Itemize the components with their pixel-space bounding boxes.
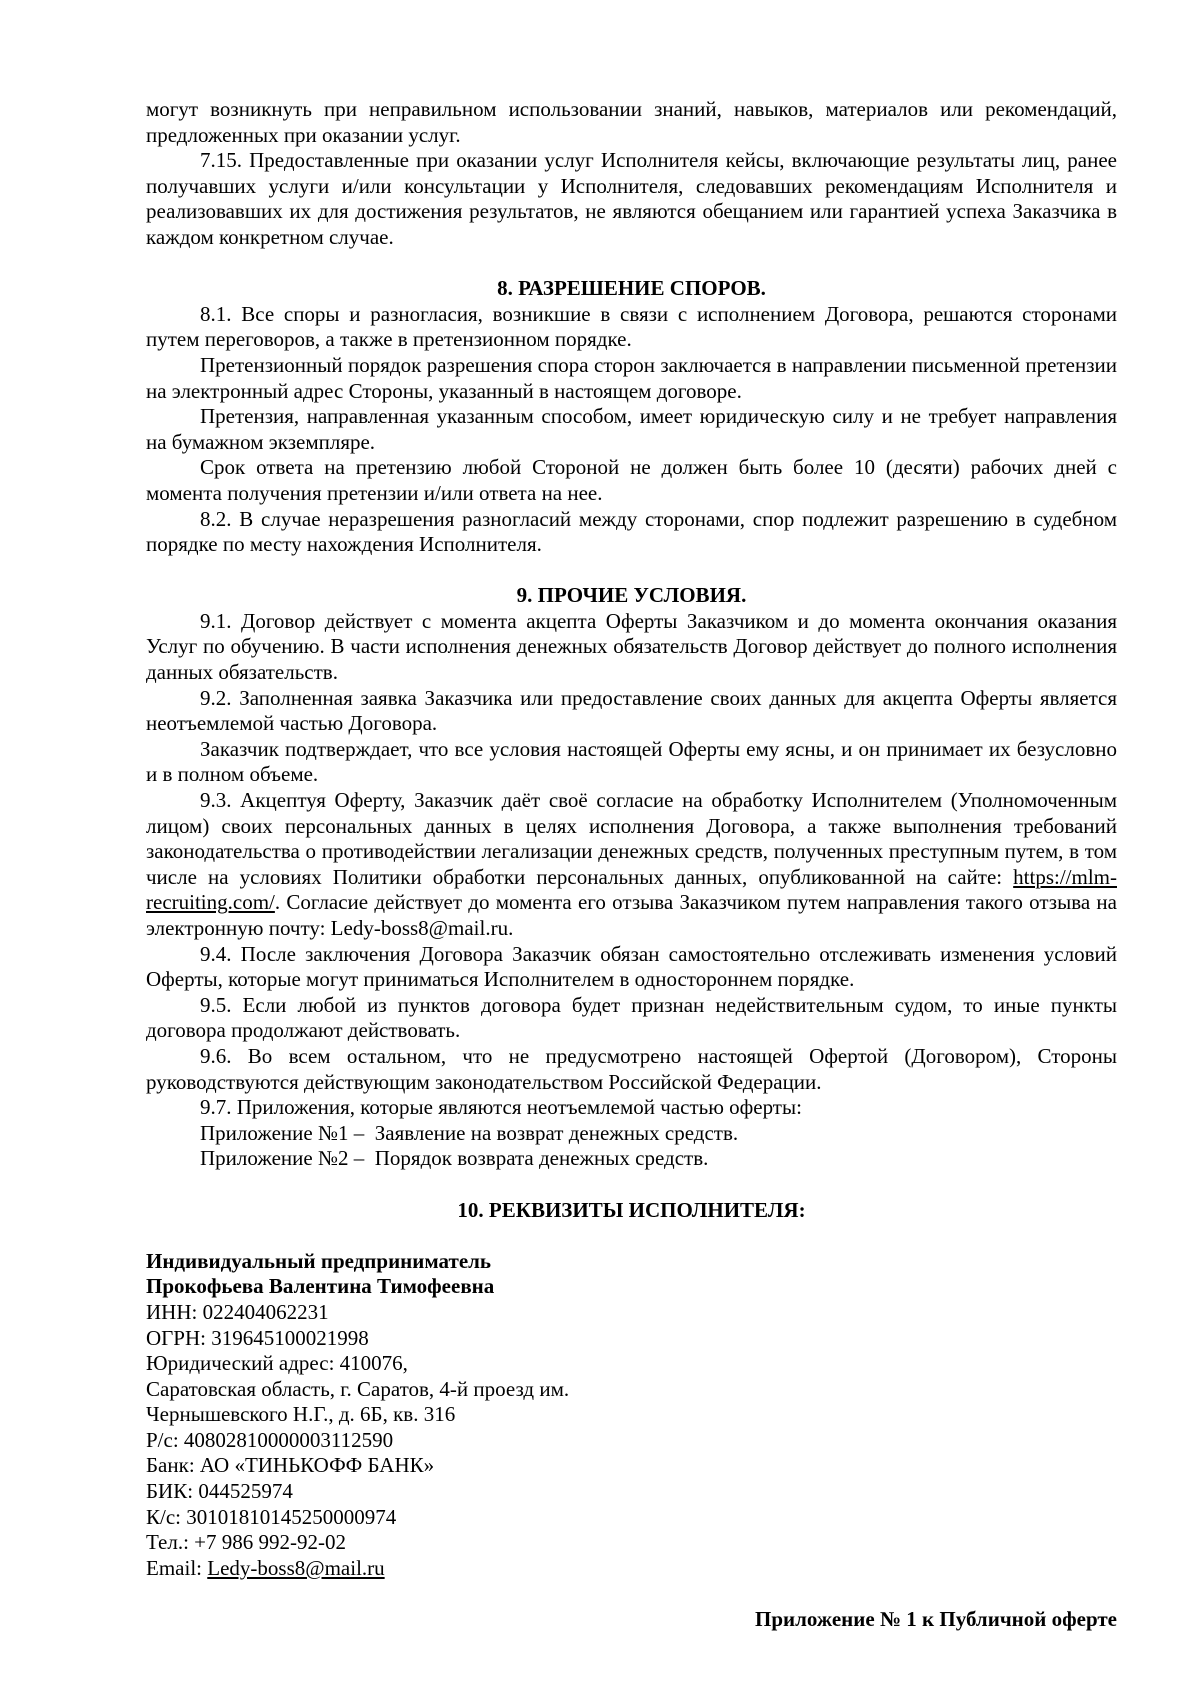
email-label: Email: bbox=[146, 1555, 208, 1580]
paragraph-claim-legal-force: Претензия, направленная указанным способом, имеет юридическую силу и не требует направления на бумажном экземпляре. bbox=[146, 404, 1117, 454]
contractor-address-region: Саратовская область, г. Саратов, 4-й проезд им. bbox=[146, 1376, 570, 1401]
contractor-name: Прокофьева Валентина Тимофеевна bbox=[146, 1274, 495, 1299]
paragraph-9-2: 9.2. Заполненная заявка Заказчика или предоставление своих данных для акцепта Оферты является неотъемлемой частью Договора. bbox=[146, 685, 1117, 736]
contractor-bik: БИК: 044525974 bbox=[146, 1479, 293, 1504]
paragraph-9-3 bbox=[146, 788, 1117, 942]
appendix-2-item: Приложение №2 – Порядок возврата денежных средств. bbox=[200, 1146, 709, 1171]
contractor-bank: Банк: АО «ТИНЬКОФФ БАНК» bbox=[146, 1453, 435, 1478]
paragraph-9-5: 9.5. Если любой из пунктов договора будет признан недействительным судом, то иные пункты договора продолжают действовать. bbox=[146, 992, 1117, 1043]
paragraph-9-4: 9.4. После заключения Договора Заказчик обязан самостоятельно отслеживать изменения условий Оферты, которые могут приниматься Исполнителем в одностороннем порядке. bbox=[146, 941, 1117, 992]
section-heading-dispute-resolution: 8. РАЗРЕШЕНИЕ СПОРОВ. bbox=[497, 276, 766, 301]
contractor-email-line bbox=[146, 1556, 1117, 1582]
section-heading-other-conditions: 9. ПРОЧИЕ УСЛОВИЯ. bbox=[516, 583, 747, 608]
paragraph-claim-procedure: Претензионный порядок разрешения спора сторон заключается в направлении письменной претензии на электронный адрес Стороны, указанный в настоящем договоре. bbox=[146, 352, 1117, 403]
contractor-legal-address: Юридический адрес: 410076, bbox=[146, 1351, 408, 1376]
paragraph-9-6: 9.6. Во всем остальном, что не предусмотрено настоящей Офертой (Договором), Стороны руководствуются действующим законодательством Российской Федерации. bbox=[146, 1043, 1117, 1094]
paragraph-9-2-confirmation: Заказчик подтверждает, что все условия настоящей Оферты ему ясны, и он принимает их безусловно и в полном объеме. bbox=[146, 736, 1117, 787]
paragraph-continuation: могут возникнуть при неправильном использовании знаний, навыков, материалов или рекомендаций, предложенных при оказании услуг. bbox=[146, 97, 1117, 147]
paragraph-9-3-text-after: . Согласие действует до момента его отзыва Заказчиком путем направления такого отзыва на электронную почту: Ledy-boss8@mail.ru. bbox=[146, 890, 1117, 940]
site-link[interactable]: https://mlm-recruiting.com/ bbox=[146, 864, 1117, 915]
paragraph-8-2: 8.2. В случае неразрешения разногласий между сторонами, спор подлежит разрешению в судебном порядке по месту нахождения Исполнителя. bbox=[146, 506, 1117, 557]
paragraph-8-1: 8.1. Все споры и разногласия, возникшие в связи с исполнением Договора, решаются сторонами путем переговоров, а также в претензионном порядке. bbox=[146, 301, 1117, 352]
contractor-account: Р/с: 40802810000003112590 bbox=[146, 1427, 394, 1452]
contractor-ogrn: ОГРН: 319645100021998 bbox=[146, 1325, 369, 1350]
contractor-inn: ИНН: 022404062231 bbox=[146, 1299, 329, 1324]
section-heading-contractor-details: 10. РЕКВИЗИТЫ ИСПОЛНИТЕЛЯ: bbox=[457, 1197, 806, 1222]
contractor-address-street: Чернышевского Н.Г., д. 6Б, кв. 316 bbox=[146, 1402, 456, 1427]
paragraph-9-1: 9.1. Договор действует с момента акцепта Оферты Заказчиком и до момента окончания оказания Услуг по обучению. В части исполнения денежных обязательств Договор действует до полного исполнения данных обязательств. bbox=[146, 608, 1117, 685]
paragraph-9-7: 9.7. Приложения, которые являются неотъемлемой частью оферты: bbox=[200, 1095, 802, 1120]
contractor-corr-account: К/с: 30101810145250000974 bbox=[146, 1504, 397, 1529]
contractor-type: Индивидуальный предприниматель bbox=[146, 1248, 492, 1273]
contractor-phone: Тел.: +7 986 992-92-02 bbox=[146, 1530, 346, 1555]
paragraph-claim-response-term: Срок ответа на претензию любой Стороной не должен быть более 10 (десяти) рабочих дней с момента получения претензии и/или ответа на нее. bbox=[146, 455, 1117, 505]
contractor-details-block bbox=[146, 1249, 1117, 1582]
email-link[interactable]: Ledy-boss8@mail.ru bbox=[207, 1555, 385, 1580]
appendix-1-item: Приложение №1 – Заявление на возврат денежных средств. bbox=[200, 1120, 739, 1145]
appendix-footer-label: Приложение № 1 к Публичной оферте bbox=[755, 1607, 1117, 1632]
paragraph-7-15: 7.15. Предоставленные при оказании услуг Исполнителя кейсы, включающие результаты лиц, ранее получавших услуги и/или консультации у Исполнителя, следовавших рекомендациям Исполнителя и реализовавших их для достижения результатов, не являются обещанием или гарантией успеха Заказчика в каждом конкретном случае. bbox=[146, 148, 1117, 249]
paragraph-9-3-text-before: 9.3. Акцептуя Оферту, Заказчик даёт своё согласие на обработку Исполнителем (Уполномоченным лицом) своих персональных данных в целях исполнения Договора, а также выполнения требований законодательства о противодействии легализации денежных средств, полученных преступным путем, в том числе на условиях Политики обработки персональных данных, опубликованной на сайте: bbox=[146, 788, 1117, 889]
